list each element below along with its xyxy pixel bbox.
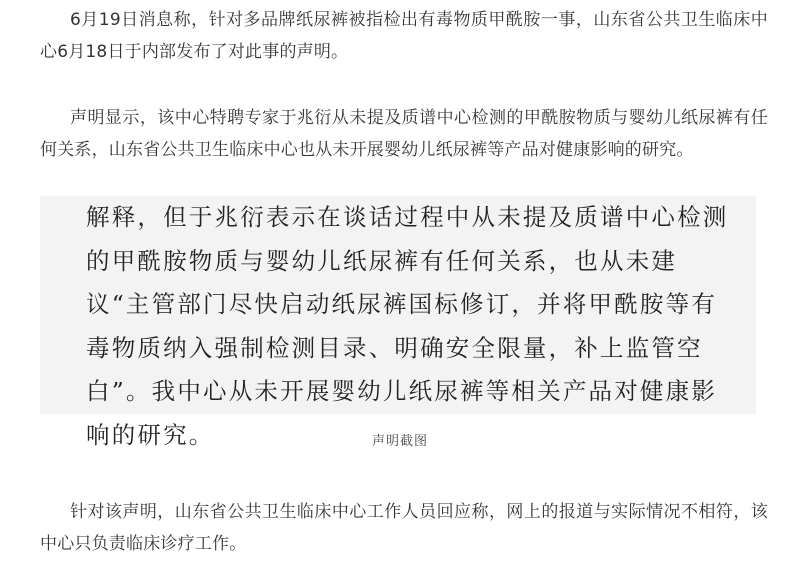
article-paragraph: 6月19日消息称，针对多品牌纸尿裤被指检出有毒物质甲酰胺一事，山东省公共卫生临床中心6月18日于内部发布了对此事的声明。 (40, 10, 768, 62)
article-paragraph: 声明显示，该中心特聘专家于兆衍从未提及质谱中心检测的甲酰胺物质与婴幼儿纸尿裤有任何关系，山东省公共卫生临床中心也从未开展婴幼儿纸尿裤等产品对健康影响的研究。 (40, 108, 768, 160)
statement-excerpt-text: 解释，但于兆衍表示在谈话过程中从未提及质谱中心检测的甲酰胺物质与婴幼儿纸尿裤有任何关系，也从未建议“主管部门尽快启动纸尿裤国标修订，并将甲酰胺等有毒物质纳入强制检测目录、明确安全限量，补上监管空白”。我中心从未开展婴幼儿纸尿裤等相关产品对健康影响的研究。 (86, 203, 729, 449)
article-paragraph: 针对该声明，山东省公共卫生临床中心工作人员回应称，网上的报道与实际情况不相符，该中心只负责临床诊疗工作。 (40, 502, 768, 554)
image-caption: 声明截图 (371, 434, 428, 449)
